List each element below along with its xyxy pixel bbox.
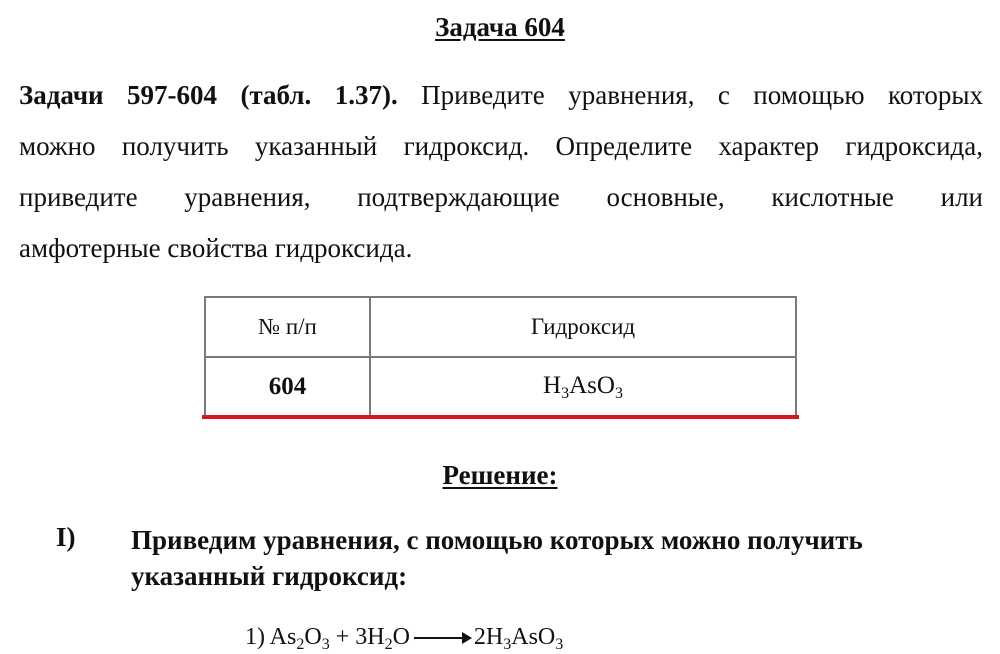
cell-formula [370,357,796,417]
eq-o2: O [392,624,410,650]
header-hydroxide: Гидроксид [370,297,796,357]
equation-1 [245,624,563,654]
eq-plus: + 3H [329,624,385,650]
task-table [204,296,797,418]
statement-line-2: можно получить указанный гидроксид. Определите характер гидроксида, [19,131,983,161]
reaction-arrow-icon [414,637,470,639]
red-underline [202,415,799,419]
eq-prefix: 1) As [245,624,297,650]
task-statement [19,70,983,274]
solution-heading: Решение: [442,460,558,490]
formula-sub-3: 3 [561,384,570,402]
formula-sub-3b: 3 [614,384,623,402]
task-title: Задача 604 [435,12,565,42]
statement-lead: Задачи 597-604 (табл. 1.37). [19,80,398,110]
formula-h: H [543,371,562,399]
step-text: Приведим уравнения, с помощью которых можно получить указанный гидроксид: [131,525,863,591]
eq-sub4: 3 [503,636,512,653]
eq-sub1: 2 [296,636,305,653]
table-header-row [205,297,796,357]
eq-product-rest: AsO [511,624,556,650]
formula-aso: AsO [569,371,615,399]
eq-product-coef: 2H [473,624,504,650]
header-number: № п/п [205,297,370,357]
eq-sub2: 3 [321,636,330,653]
eq-sub5: 3 [555,636,564,653]
step-marker: I) [56,522,76,552]
eq-sub3: 2 [384,636,393,653]
table-row [205,357,796,417]
statement-line-3: приведите уравнения, подтверждающие основные, кислотные или [19,182,983,212]
statement-line-1-rest: Приведите уравнения, с помощью которых [421,80,984,110]
statement-line-4: амфотерные свойства гидроксида. [19,233,413,263]
cell-number: 604 [205,357,370,417]
statement-line-1 [19,70,983,121]
eq-o1: O [304,624,322,650]
